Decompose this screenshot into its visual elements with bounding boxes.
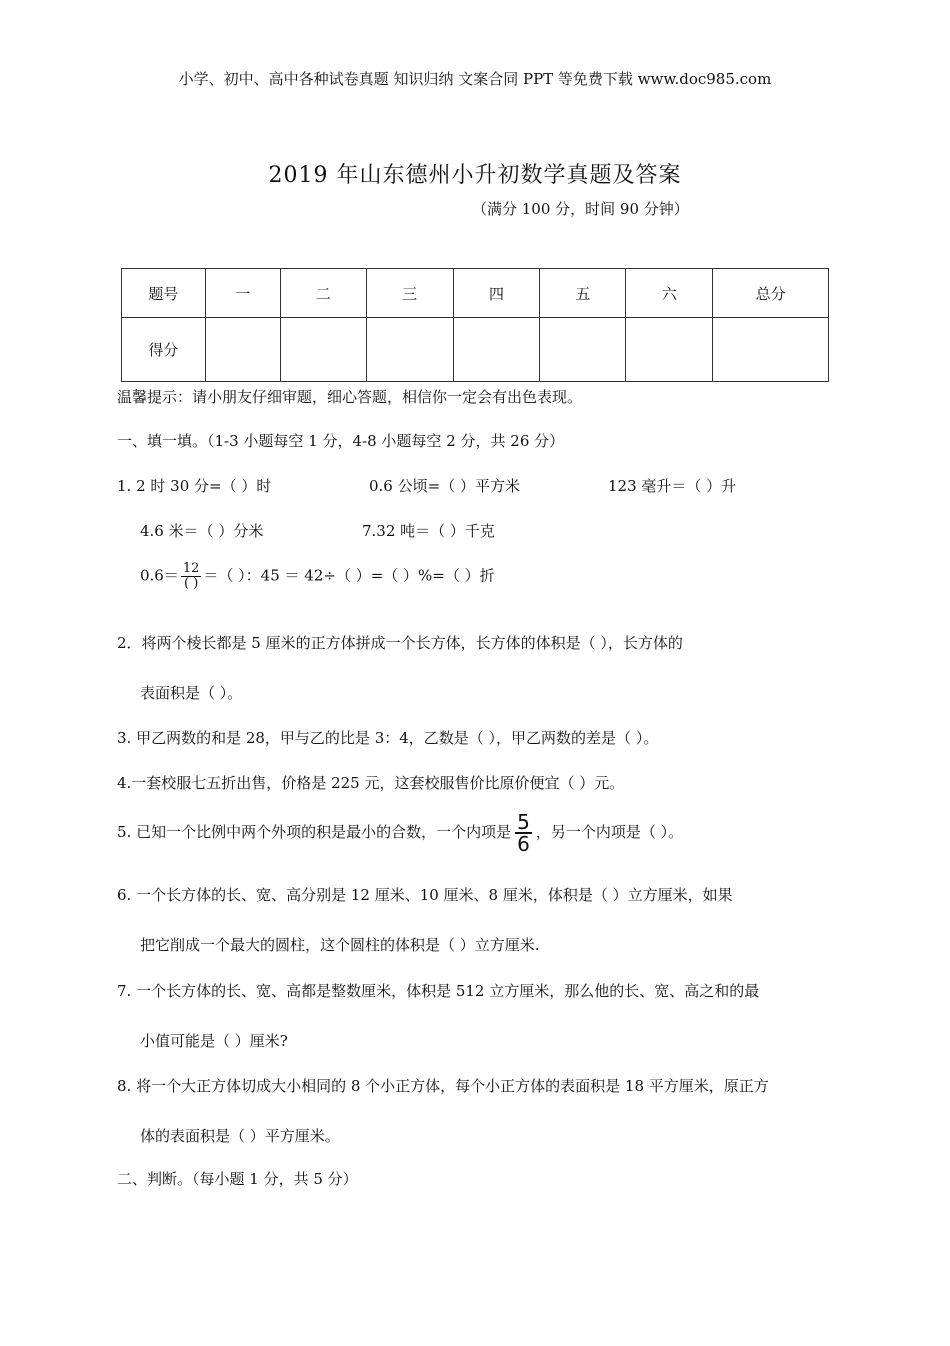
fraction-denominator: ( )	[183, 576, 199, 591]
score-cell[interactable]	[626, 318, 713, 382]
fraction-denominator: 6	[517, 832, 530, 856]
tip-text: 温馨提示：请小朋友仔细审题，细心答题，相信你一定会有出色表现。	[117, 388, 583, 406]
score-header-cell: 三	[366, 269, 453, 318]
fraction	[515, 812, 532, 854]
score-cell[interactable]	[713, 318, 829, 382]
q1-part-c: 123 毫升＝（ ）升	[608, 477, 737, 495]
q2-line-1: 2．将两个棱长都是 5 厘米的正方体拼成一个长方体，长方体的体积是（ ），长方体的	[117, 634, 683, 652]
score-header-cell: 五	[540, 269, 626, 318]
q7-line-1: 7. 一个长方体的长、宽、高都是整数厘米，体积是 512 立方厘米，那么他的长、宽、高之和的最	[117, 982, 760, 1000]
q3-text: 3. 甲乙两数的和是 28，甲与乙的比是 3：4，乙数是（ ），甲乙两数的差是（ ）。	[117, 729, 659, 747]
score-header-cell: 四	[453, 269, 540, 318]
score-cell[interactable]	[540, 318, 626, 382]
score-cell[interactable]	[205, 318, 280, 382]
fraction-numerator: 12	[182, 561, 200, 576]
q6-line-2: 把它削成一个最大的圆柱，这个圆柱的体积是（ ）立方厘米.	[140, 936, 540, 954]
fraction	[181, 562, 202, 591]
score-header-cell: 二	[280, 269, 366, 318]
q5-text	[117, 812, 683, 854]
score-table	[121, 268, 829, 382]
q7-line-2: 小值可能是（ ）厘米?	[140, 1032, 288, 1050]
q1-f-start: 0.6＝	[140, 566, 179, 585]
score-header-cell: 题号	[122, 269, 206, 318]
score-header-cell: 六	[626, 269, 713, 318]
q8-line-2: 体的表面积是（ ）平方厘米。	[140, 1127, 340, 1145]
section-1-heading: 一、填一填。（1-3 小题每空 1 分，4-8 小题每空 2 分，共 26 分）	[117, 432, 565, 450]
exam-info: （满分 100 分，时间 90 分钟）	[472, 200, 689, 218]
q5-start: 5. 已知一个比例中两个外项的积是最小的合数，一个内项是	[117, 823, 512, 841]
score-row-label: 得分	[122, 318, 206, 382]
q1-part-f	[140, 562, 495, 591]
fraction-numerator: 5	[517, 810, 530, 834]
page-title: 2019 年山东德州小升初数学真题及答案	[268, 163, 682, 188]
q6-line-1: 6. 一个长方体的长、宽、高分别是 12 厘米、10 厘米、8 厘米，体积是（ ）立方厘米，如果	[117, 886, 733, 904]
score-header-cell: 一	[205, 269, 280, 318]
score-header-cell: 总分	[713, 269, 829, 318]
q1-part-d: 4.6 米＝（ ）分米	[140, 522, 264, 540]
page-header: 小学、初中、高中各种试卷真题 知识归纳 文案合同 PPT 等免费下载 www.doc985.com	[178, 70, 772, 88]
q1-f-end: ＝（ ）：45 ＝ 42÷（ ）=（ ）%=（ ）折	[203, 566, 495, 585]
section-2-heading: 二、判断。（每小题 1 分，共 5 分）	[117, 1170, 358, 1188]
q8-line-1: 8. 将一个大正方体切成大小相同的 8 个小正方体，每个小正方体的表面积是 18 平方厘米，原正方	[117, 1077, 769, 1095]
score-cell[interactable]	[366, 318, 453, 382]
score-table-header-row	[122, 269, 829, 318]
q4-text: 4.一套校服七五折出售，价格是 225 元，这套校服售价比原价便宜（ ）元。	[117, 774, 625, 792]
q5-end: ，另一个内项是（ ）。	[535, 823, 684, 841]
score-cell[interactable]	[280, 318, 366, 382]
q1-part-a: 1. 2 时 30 分=（ ）时	[117, 477, 272, 495]
q2-line-2: 表面积是（ ）。	[140, 684, 243, 702]
score-table-score-row	[122, 318, 829, 382]
q1-part-e: 7.32 吨＝（ ）千克	[362, 522, 495, 540]
score-cell[interactable]	[453, 318, 540, 382]
q1-part-b: 0.6 公顷=（ ）平方米	[369, 477, 520, 495]
